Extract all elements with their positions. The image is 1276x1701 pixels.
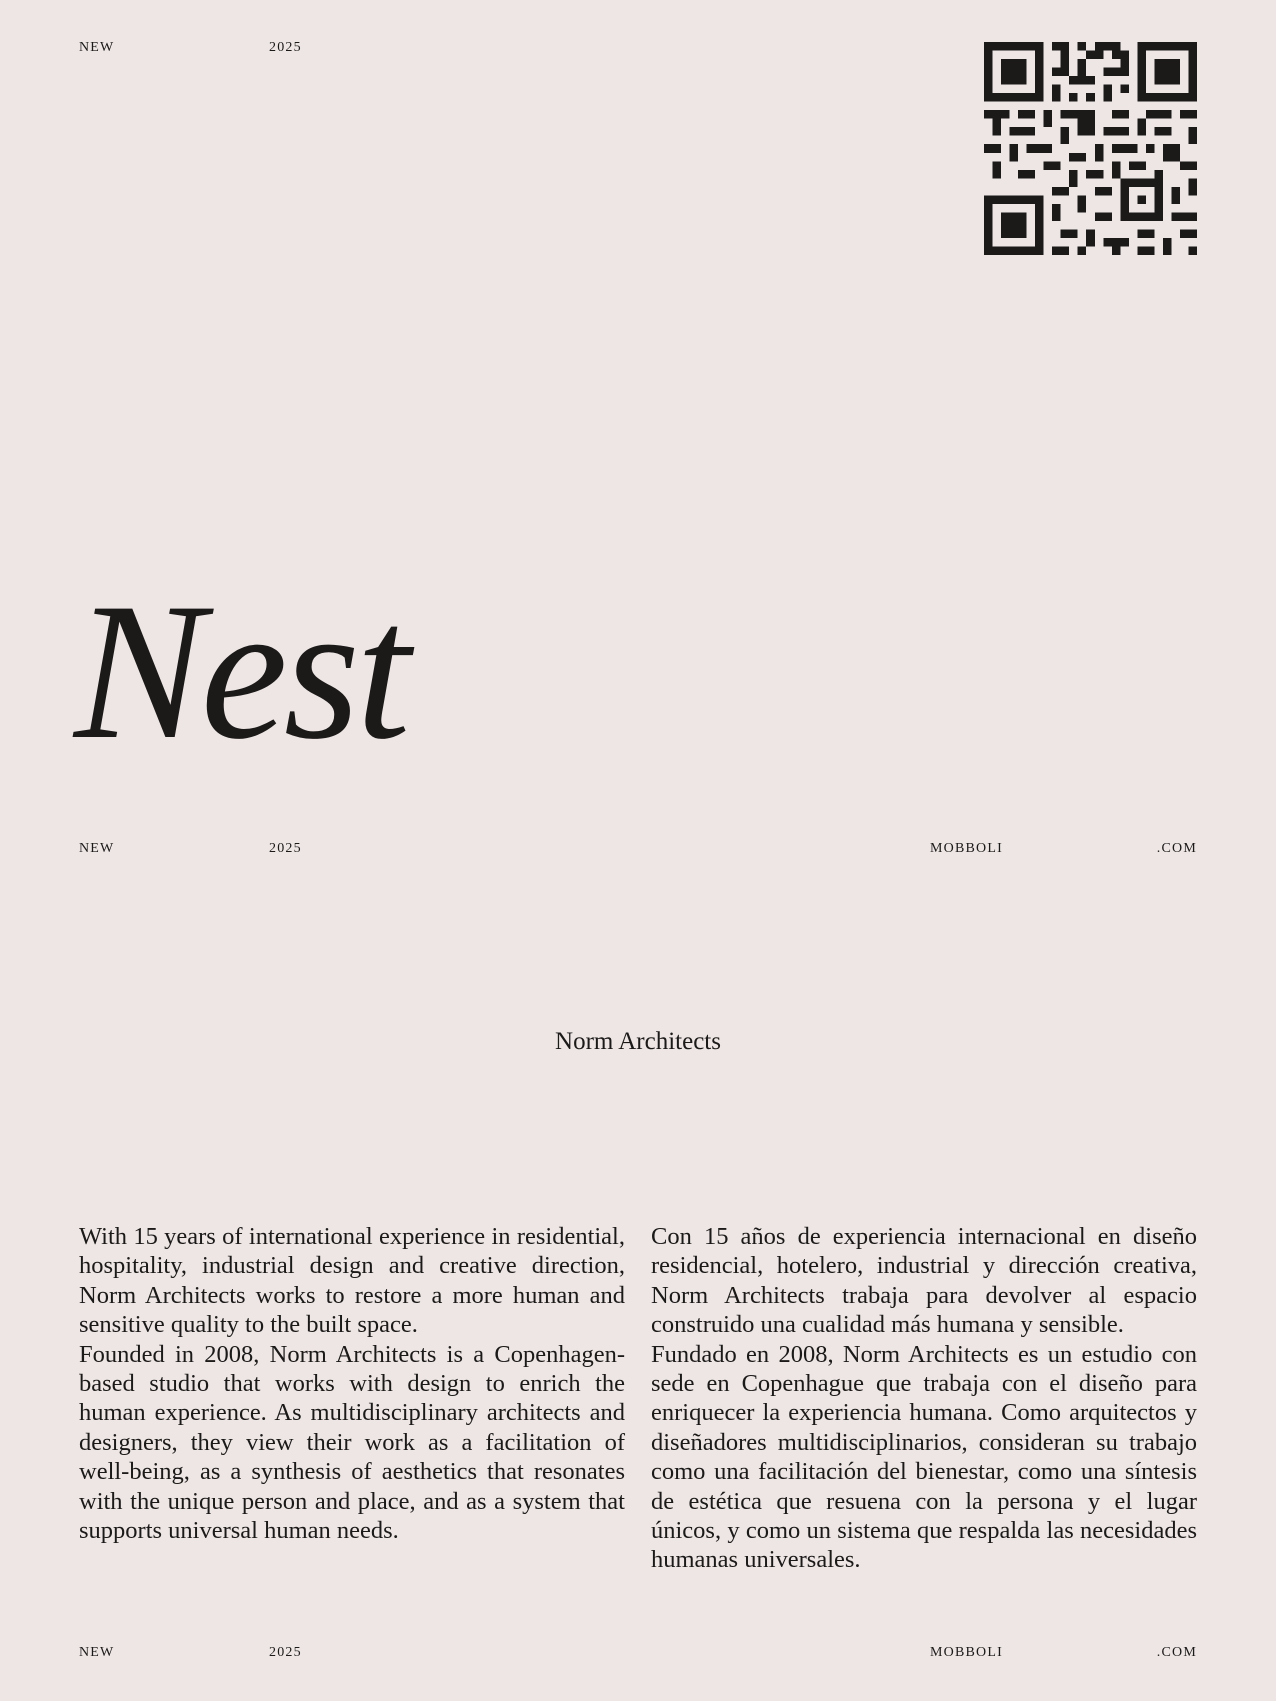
footer-brand[interactable]: MOBBOLI (930, 1645, 1003, 1660)
spanish-paragraph: Con 15 años de experiencia internacional en diseño residencial, hotelero, industrial y dirección creativa, Norm Architects trabaja para devolver al espacio construido una cualidad más humana y sensible. (651, 1223, 1197, 1339)
header-year: 2025 (269, 40, 302, 55)
mid-brand[interactable]: MOBBOLI (930, 841, 1003, 856)
spanish-paragraph: Fundado en 2008, Norm Architects es un estudio con sede en Copenhague que trabaja con el diseño para enriquecer la experiencia humana. Como arquitectos y diseñadores multidisciplinarios, consideran su trabajo como una facilitación del bienestar, como una síntesis de estética que resuena con la persona y el lugar únicos, y como un sistema que respalda las necesidades humanas universales. (651, 1340, 1197, 1574)
header-new-label: NEW (79, 40, 115, 55)
subtitle: Norm Architects (555, 1028, 721, 1055)
mid-domain[interactable]: .COM (1156, 841, 1197, 856)
spanish-text-column (651, 1222, 1197, 1575)
footer-new-label: NEW (79, 1645, 115, 1660)
footer-domain[interactable]: .COM (1156, 1645, 1197, 1660)
footer-year: 2025 (269, 1645, 302, 1660)
english-text-column (79, 1222, 625, 1545)
qr-code-icon[interactable] (984, 42, 1197, 255)
english-paragraph: Founded in 2008, Norm Architects is a Copenhagen-based studio that works with design to enrich the human experience. As multidisciplinary architects and designers, they view their work as a facilitation of well-being, as a synthesis of aesthetics that resonates with the unique person and place, and as a system that supports universal human needs. (79, 1340, 625, 1545)
mid-year: 2025 (269, 841, 302, 856)
english-paragraph: With 15 years of international experience in residential, hospitality, industrial design and creative direction, Norm Architects works to restore a more human and sensitive quality to the built space. (79, 1223, 625, 1339)
mid-new-label: NEW (79, 841, 115, 856)
page-title: Nest (74, 563, 407, 780)
